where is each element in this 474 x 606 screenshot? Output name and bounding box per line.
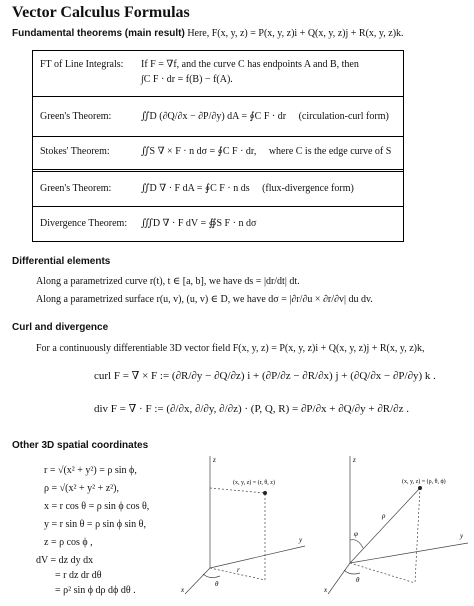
x-axis — [328, 563, 350, 594]
stokes-rhs: ∮C F · dr, — [217, 146, 257, 157]
phi-arc — [350, 540, 363, 548]
fundamental-heading-rest: Here, F(x, y, z) = P(x, y, z)i + Q(x, y, z)j + R(x, y, z)k. — [187, 28, 404, 39]
drop-line — [415, 488, 420, 583]
rho-label: ρ — [382, 512, 386, 520]
differential-surface: Along a parametrized surface r(u, v), (u, v) ∈ D, we have dσ = |∂r/∂u × ∂r/∂v| du dv. — [36, 294, 373, 305]
stokes-formula: ∬S ∇ × F · n dσ = ∮C F · dr, where C is the edge curve of S — [141, 146, 392, 157]
differential-curve: Along a parametrized curve r(t), t ∈ [a, b], we have ds = |dr/dt| dt. — [36, 276, 300, 287]
coords-heading: Other 3D spatial coordinates — [12, 440, 149, 451]
green-flux-label: Green's Theorem: — [40, 183, 112, 194]
ftli-formula: ∫C F · dr = f(B) − f(A). — [141, 74, 233, 85]
divergence-label: Divergence Theorem: — [40, 218, 128, 229]
point-marker — [418, 486, 422, 490]
spherical-coordinates-figure — [320, 448, 470, 598]
x-axis-label: x — [324, 586, 328, 594]
green-circulation-note: (circulation-curl form) — [298, 111, 389, 122]
divergence-rhs: ∯S F · n dσ — [208, 218, 257, 229]
coord-eq-r: r = √(x² + y²) = ρ sin ϕ, — [44, 465, 137, 476]
coord-eq-z: z = ρ cos ϕ , — [44, 537, 93, 548]
theorems-box — [32, 50, 404, 242]
coord-eq-x: x = r cos θ = ρ sin ϕ cos θ, — [44, 501, 150, 512]
double-divider — [33, 169, 403, 172]
cylindrical-coordinates-figure — [175, 448, 315, 598]
stokes-label: Stokes' Theorem: — [40, 146, 110, 157]
theta-label: θ — [215, 580, 219, 588]
z-axis-label: z — [353, 456, 356, 464]
green-circulation-label: Green's Theorem: — [40, 111, 112, 122]
fundamental-heading — [12, 28, 404, 39]
coord-eq-rho: ρ = √(x² + y² + z²), — [44, 483, 119, 494]
curl-formula: curl F = ∇ × F := (∂R/∂y − ∂Q/∂z) i + (∂P/∂z − ∂R/∂x) j + (∂Q/∂x − ∂P/∂y) k . — [94, 370, 436, 382]
cylindrical-point-label: (x, y, z) = (r, θ, z) — [233, 480, 275, 486]
y-axis — [210, 546, 305, 568]
curl-div-intro: For a continuously differentiable 3D vector field F(x, y, z) = P(x, y, z)i + Q(x, y, z)j + R(x, y, z)k, — [36, 343, 425, 354]
green-flux-rhs: ∮C F · n ds — [204, 183, 250, 194]
theta-arc — [344, 570, 360, 574]
theta-arc — [203, 574, 220, 578]
y-axis — [350, 543, 468, 563]
green-flux-lhs: ∬D ∇ · F dA — [141, 183, 195, 194]
z-axis-label: z — [213, 456, 216, 464]
green-circulation-rhs: ∮C F · dr — [249, 111, 287, 122]
green-flux-formula: ∬D ∇ · F dA = ∮C F · n ds (flux-divergence form) — [141, 183, 354, 194]
coord-eq-y: y = r sin θ = ρ sin ϕ sin θ, — [44, 519, 146, 530]
div-formula: div F = ∇ · F := (∂/∂x, ∂/∂y, ∂/∂z) · (P, Q, R) = ∂P/∂x + ∂Q/∂y + ∂R/∂z . — [94, 403, 409, 415]
r-label: r — [237, 566, 240, 574]
coord-eq-dv-cyl: = r dz dr dθ — [55, 570, 102, 581]
green-circulation-formula: ∬D (∂Q/∂x − ∂P/∂y) dA = ∮C F · dr (circulation-curl form) — [141, 111, 389, 122]
rho-line — [350, 488, 420, 563]
divider — [33, 136, 403, 137]
divergence-formula: ∭D ∇ · F dV = ∯S F · n dσ — [141, 218, 257, 229]
y-axis-label: y — [460, 532, 464, 540]
fundamental-heading-bold: Fundamental theorems (main result) — [12, 28, 185, 39]
green-circulation-lhs: ∬D (∂Q/∂x − ∂P/∂y) dA — [141, 111, 239, 122]
phi-label: φ — [354, 530, 358, 538]
point-marker — [263, 491, 267, 495]
coord-eq-dv: dV = dz dy dx — [36, 555, 94, 566]
x-axis — [185, 568, 210, 594]
differential-heading: Differential elements — [12, 256, 111, 267]
page-title: Vector Calculus Formulas — [12, 4, 190, 21]
y-axis-label: y — [299, 536, 303, 544]
divergence-lhs: ∭D ∇ · F dV — [141, 218, 198, 229]
divider — [33, 96, 403, 97]
divider — [33, 206, 403, 207]
x-axis-label: x — [181, 586, 185, 594]
stokes-note: where C is the edge curve of S — [268, 146, 392, 157]
ftli-condition: If F = ∇f, and the curve C has endpoints A and B, then — [141, 59, 359, 70]
stokes-lhs: ∬S ∇ × F · n dσ — [141, 146, 207, 157]
green-flux-note: (flux-divergence form) — [262, 183, 354, 194]
coord-eq-dv-sph: = ρ² sin ϕ dρ dϕ dθ . — [55, 585, 136, 596]
top-line — [210, 488, 265, 493]
curl-div-heading: Curl and divergence — [12, 322, 109, 333]
theta-label: θ — [356, 576, 360, 584]
spherical-point-label: (x, y, z) = (ρ, θ, ϕ) — [402, 479, 446, 485]
ftli-label: FT of Line Integrals: — [40, 59, 124, 70]
